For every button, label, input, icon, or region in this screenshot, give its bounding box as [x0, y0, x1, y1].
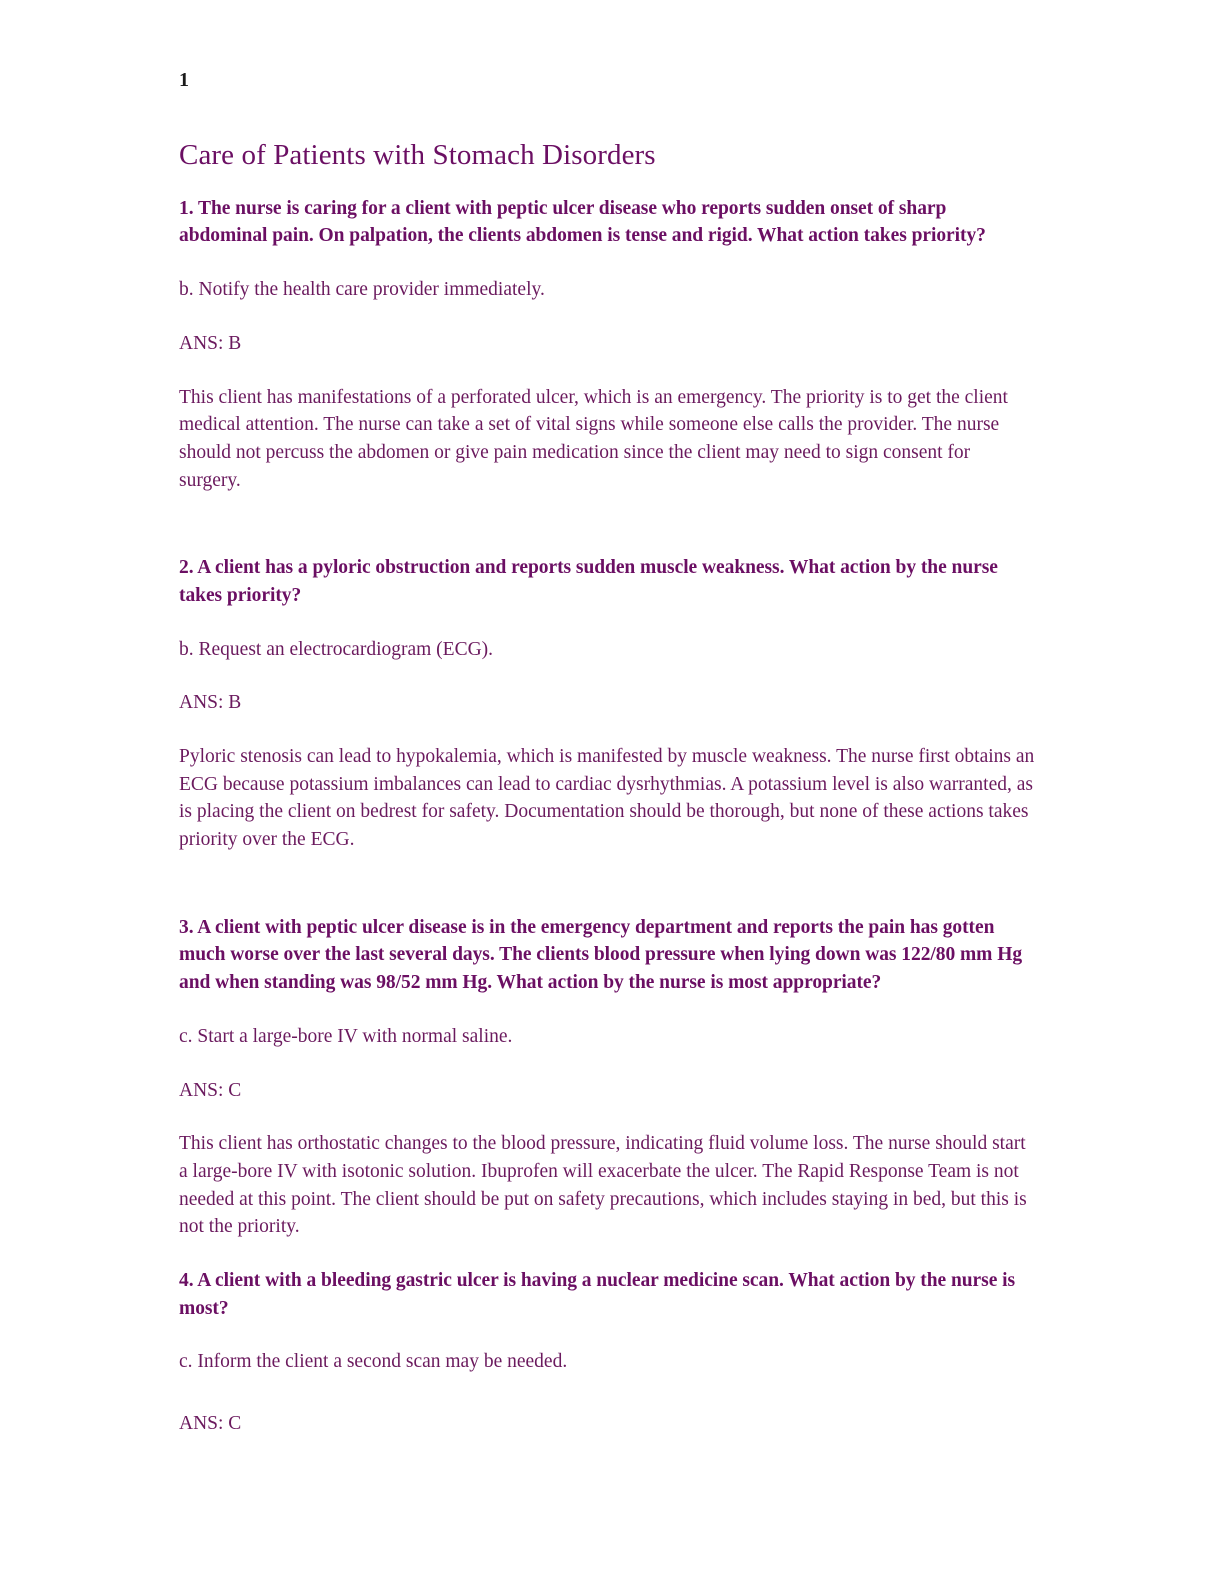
question-text-2: 2. A client has a pyloric obstruction and reports sudden muscle weakness. What action by the nurse takes priority? — [179, 557, 998, 606]
question-text-1: 1. The nurse is caring for a client with peptic ulcer disease who reports sudden onset of sharp abdominal pain. On palpation, the clients abdomen is tense and rigid. What action takes priority? — [179, 197, 986, 247]
qa-item-3 — [179, 914, 1035, 1241]
question-text-3: 3. A client with peptic ulcer disease is in the emergency department and reports the pain has gotten much worse over the last several days. The clients blood pressure when lying down was 122/80 mm Hg and when standing was 98/52 mm Hg. What action by the nurse is most appropriate? — [179, 916, 1023, 994]
rationale-text-3: This client has orthostatic changes to the blood pressure, indicating fluid volume loss. The nurse should start a large-bore IV with isotonic solution. Ibuprofen will exacerbate the ulcer. The Rapid Response Team is not needed at this point. The client should be put on safety precautions, which includes staying in bed, but this is not the priority. — [179, 1133, 1027, 1238]
document-content — [179, 138, 1035, 1464]
qa-item-2 — [179, 554, 1035, 854]
question-text-4: 4. A client with a bleeding gastric ulcer is having a nuclear medicine scan. What action by the nurse is most? — [179, 1269, 1016, 1319]
qa-item-1 — [179, 195, 1035, 495]
qa-item-4 — [179, 1267, 1035, 1438]
answer-option-3: c. Start a large-bore IV with normal saline. — [179, 1025, 513, 1047]
rationale-text-1: This client has manifestations of a perforated ulcer, which is an emergency. The priority is to get the client medical attention. The nurse can take a set of vital signs while someone else calls the provider. The nurse should not percuss the abdomen or give pain medication since the client may need to sign consent for surgery. — [179, 386, 1008, 491]
page-title: Care of Patients with Stomach Disorders — [179, 139, 656, 171]
answer-option-2: b. Request an electrocardiogram (ECG). — [179, 638, 494, 660]
answer-key-1: ANS: B — [179, 332, 242, 354]
rationale-text-2: Pyloric stenosis can lead to hypokalemia, which is manifested by muscle weakness. The nurse first obtains an ECG because potassium imbalances can lead to cardiac dysrhythmias. A potassium level is also warranted, as is placing the client on bedrest for safety. Documentation should be thorough, but none of these actions takes priority over the ECG. — [179, 746, 1035, 851]
answer-key-3: ANS: C — [179, 1079, 242, 1101]
page-number: 1 — [179, 69, 189, 91]
answer-option-4: c. Inform the client a second scan may be needed. — [179, 1351, 568, 1373]
answer-key-2: ANS: B — [179, 692, 242, 714]
answer-key-4: ANS: C — [179, 1413, 242, 1435]
answer-option-1: b. Notify the health care provider immediately. — [179, 279, 545, 301]
